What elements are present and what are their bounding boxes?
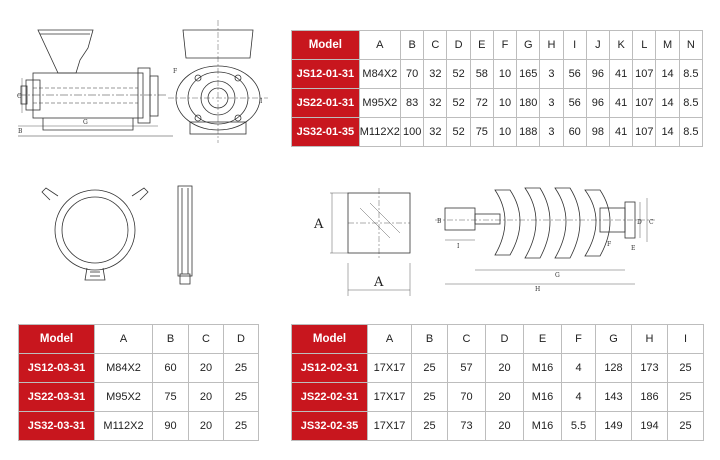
table-cell: 52 (447, 89, 470, 118)
table-cell: 20 (189, 383, 224, 412)
table-cell: 8.5 (679, 89, 702, 118)
table-cell: 96 (586, 89, 609, 118)
table-cell: 8.5 (679, 118, 702, 147)
model-cell: JS12-01-31 (292, 60, 360, 89)
table-cell: 20 (189, 354, 224, 383)
table-cell: 25 (224, 412, 259, 441)
table-cell: 107 (633, 89, 656, 118)
ring-nut-side-drawing (172, 180, 202, 290)
body-front-view-drawing (168, 18, 268, 143)
table-cell: 72 (470, 89, 493, 118)
header-d: D (447, 31, 470, 60)
header-d: D (486, 325, 524, 354)
dim-label-g: G (555, 272, 560, 279)
table-cell: 149 (596, 412, 632, 441)
table-cell: 188 (517, 118, 540, 147)
dim-label-a-vertical: A (314, 217, 324, 232)
header-c: C (189, 325, 224, 354)
table-cell: 14 (656, 60, 679, 89)
table-cell: 173 (632, 354, 668, 383)
auger-drawing (435, 180, 660, 295)
table-row (292, 354, 704, 383)
table-cell: 57 (448, 354, 486, 383)
table-cell: 41 (610, 118, 633, 147)
table-cell: M95X2 (95, 383, 153, 412)
table-cell: M84X2 (95, 354, 153, 383)
header-e: E (524, 325, 562, 354)
header-h: H (540, 31, 563, 60)
body-side-view-drawing (18, 18, 178, 143)
header-d: D (224, 325, 259, 354)
table-cell: 186 (632, 383, 668, 412)
model-cell: JS12-03-31 (19, 354, 95, 383)
table-cell: 58 (470, 60, 493, 89)
header-model: Model (19, 325, 95, 354)
header-j: J (586, 31, 609, 60)
table-cell: 60 (563, 118, 586, 147)
header-n: N (679, 31, 702, 60)
table-cell: 4 (562, 354, 596, 383)
table-cell: 17X17 (368, 383, 412, 412)
table-cell: 96 (586, 60, 609, 89)
header-l: L (633, 31, 656, 60)
dim-label-e: E (631, 245, 636, 252)
table-row (292, 89, 703, 118)
dim-label-f: F (607, 241, 612, 248)
dim-label-f: F (173, 68, 178, 75)
dim-label-c: C (649, 219, 654, 226)
table-cell: 56 (563, 60, 586, 89)
table-cell: 10 (493, 89, 516, 118)
header-h: H (632, 325, 668, 354)
table-cell: 10 (493, 60, 516, 89)
table-cell: 25 (412, 383, 448, 412)
header-i: I (563, 31, 586, 60)
table-cell: 3 (540, 118, 563, 147)
dim-label-c: C (17, 93, 22, 100)
table-cell: 32 (424, 89, 447, 118)
table-cell: M84X2 (359, 60, 400, 89)
table-cell: 41 (610, 89, 633, 118)
table-cell: 20 (486, 383, 524, 412)
bottom-right-spec-table (291, 324, 704, 441)
table-row (19, 354, 259, 383)
table-cell: 41 (610, 60, 633, 89)
table-cell: M16 (524, 412, 562, 441)
header-a: A (368, 325, 412, 354)
model-cell: JS22-03-31 (19, 383, 95, 412)
table-cell: 70 (401, 60, 424, 89)
ring-nut-front-drawing (40, 180, 155, 290)
header-model: Model (292, 31, 360, 60)
header-b: B (412, 325, 448, 354)
table-row (19, 383, 259, 412)
model-cell: JS32-03-31 (19, 412, 95, 441)
table-cell: 20 (189, 412, 224, 441)
table-row (292, 412, 704, 441)
header-e: E (470, 31, 493, 60)
dim-label-i: I (260, 98, 263, 105)
table-cell: 3 (540, 60, 563, 89)
table-cell: 83 (401, 89, 424, 118)
model-cell: JS32-02-35 (292, 412, 368, 441)
table-cell: 20 (486, 412, 524, 441)
header-f: F (562, 325, 596, 354)
model-cell: JS22-01-31 (292, 89, 360, 118)
table-row (292, 60, 703, 89)
table-cell: 100 (401, 118, 424, 147)
top-table-header-row (292, 31, 703, 60)
header-b: B (153, 325, 189, 354)
table-cell: 75 (153, 383, 189, 412)
bottom-left-header-row (19, 325, 259, 354)
table-cell: 60 (153, 354, 189, 383)
table-cell: M16 (524, 354, 562, 383)
header-i: I (668, 325, 704, 354)
top-spec-table (291, 30, 703, 147)
header-a: A (95, 325, 153, 354)
dim-label-i: I (457, 243, 460, 250)
header-g: G (596, 325, 632, 354)
table-cell: 20 (486, 354, 524, 383)
table-cell: 194 (632, 412, 668, 441)
table-cell: 25 (668, 354, 704, 383)
table-cell: 180 (517, 89, 540, 118)
table-cell: 25 (668, 383, 704, 412)
model-cell: JS22-02-31 (292, 383, 368, 412)
table-cell: 14 (656, 89, 679, 118)
table-cell: 107 (633, 118, 656, 147)
table-cell: 90 (153, 412, 189, 441)
table-cell: 3 (540, 89, 563, 118)
table-cell: 25 (412, 412, 448, 441)
table-cell: 98 (586, 118, 609, 147)
header-b: B (401, 31, 424, 60)
dim-label-d: D (637, 219, 642, 226)
table-cell: 32 (424, 60, 447, 89)
table-cell: 25 (668, 412, 704, 441)
table-cell: 4 (562, 383, 596, 412)
table-cell: 52 (447, 118, 470, 147)
table-cell: 17X17 (368, 354, 412, 383)
table-cell: 32 (424, 118, 447, 147)
table-cell: 56 (563, 89, 586, 118)
table-cell: 52 (447, 60, 470, 89)
bottom-left-spec-table (18, 324, 259, 441)
table-cell: 17X17 (368, 412, 412, 441)
table-cell: 10 (493, 118, 516, 147)
header-model: Model (292, 325, 368, 354)
header-f: F (493, 31, 516, 60)
dim-label-a-horizontal: A (374, 275, 384, 290)
dim-label-b: B (18, 128, 23, 135)
table-cell: 73 (448, 412, 486, 441)
model-cell: JS32-01-35 (292, 118, 360, 147)
table-cell: 5.5 (562, 412, 596, 441)
header-g: G (517, 31, 540, 60)
table-cell: 128 (596, 354, 632, 383)
table-cell: 75 (470, 118, 493, 147)
table-cell: 25 (412, 354, 448, 383)
shaft-square-section-drawing (310, 178, 425, 298)
table-cell: 165 (517, 60, 540, 89)
header-k: K (610, 31, 633, 60)
table-cell: 25 (224, 383, 259, 412)
header-c: C (448, 325, 486, 354)
dim-label-h: H (535, 286, 541, 293)
table-cell: 70 (448, 383, 486, 412)
table-cell: M95X2 (359, 89, 400, 118)
dim-label-b: B (437, 218, 442, 225)
table-cell: 143 (596, 383, 632, 412)
dim-label-g: G (83, 119, 88, 126)
table-row (292, 383, 704, 412)
table-row (19, 412, 259, 441)
model-cell: JS12-02-31 (292, 354, 368, 383)
table-row (292, 118, 703, 147)
table-cell: 107 (633, 60, 656, 89)
table-cell: M16 (524, 383, 562, 412)
header-a: A (359, 31, 400, 60)
header-c: C (424, 31, 447, 60)
bottom-right-header-row (292, 325, 704, 354)
table-cell: M112X2 (95, 412, 153, 441)
table-cell: 8.5 (679, 60, 702, 89)
table-cell: M112X2 (359, 118, 400, 147)
table-cell: 14 (656, 118, 679, 147)
table-cell: 25 (224, 354, 259, 383)
header-m: M (656, 31, 679, 60)
